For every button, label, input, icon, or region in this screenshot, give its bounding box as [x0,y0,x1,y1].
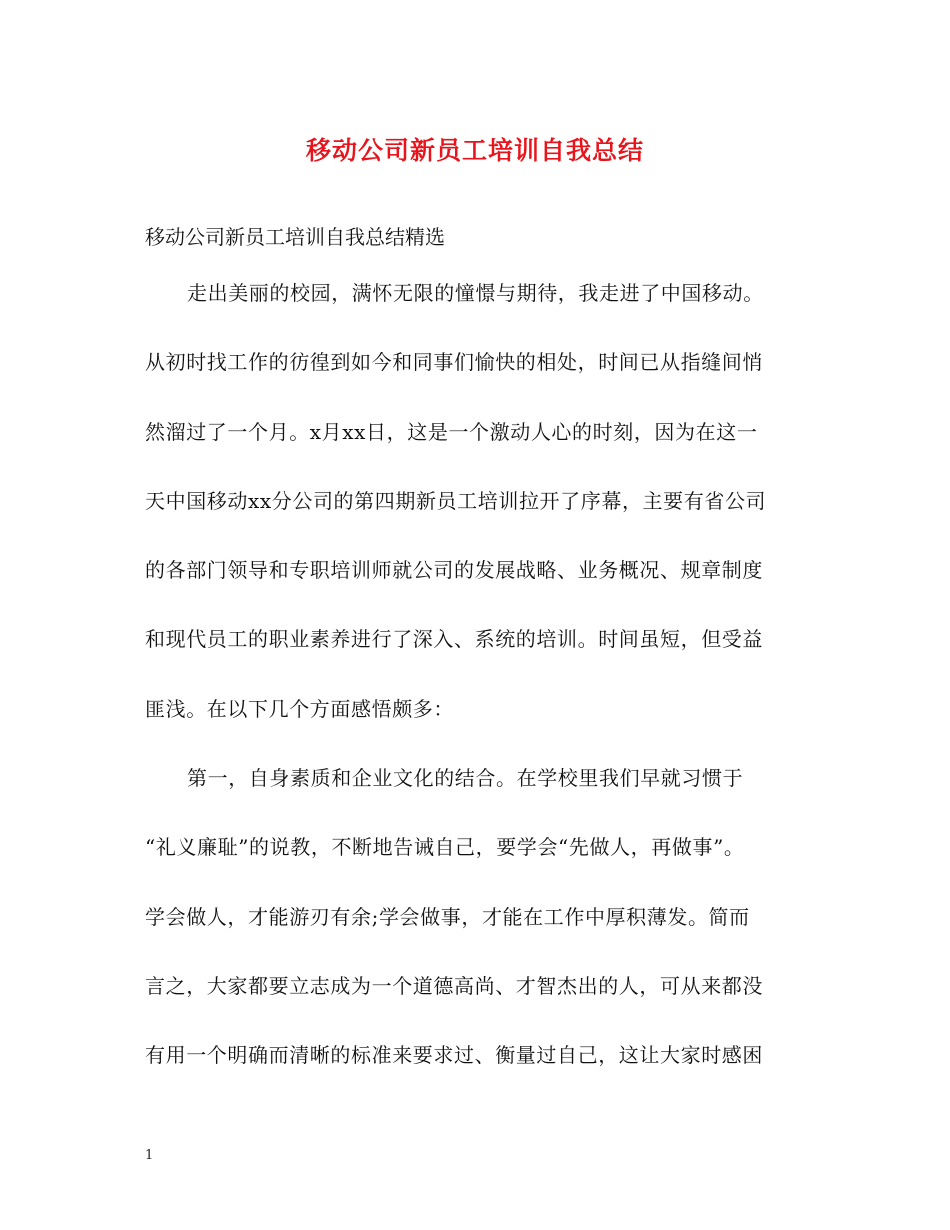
paragraph-2-line-3: 学会做人，才能游刃有余;学会做事，才能在工作中厚积薄发。简而 [145,904,750,929]
paragraph-2-line-2: “礼义廉耻”的说教，不断地告诫自己，要学会“先做人，再做事”。 [145,835,745,860]
paragraph-1-line-6: 和现代员工的职业素养进行了深入、系统的培训。时间虽短，但受益 [145,627,763,652]
paragraph-2-line-4: 言之，大家都要立志成为一个道德高尚、才智杰出的人，可从来都没 [145,973,763,998]
paragraph-2-line-5: 有用一个明确而清晰的标准来要求过、衡量过自己，这让大家时感困 [145,1043,763,1068]
document-body [145,278,815,1110]
paragraph-1-line-5: 的各部门领导和专职培训师就公司的发展战略、业务概况、规章制度 [145,558,763,583]
document-subtitle: 移动公司新员工培训自我总结精选 [145,225,445,249]
document-title: 移动公司新员工培训自我总结 [305,136,644,165]
paragraph-1-line-7: 匪浅。在以下几个方面感悟颇多： [145,696,454,721]
page-number: 1 [145,1148,154,1163]
paragraph-1-line-2: 从初时找工作的彷徨到如今和同事们愉快的相处，时间已从指缝间悄 [145,350,763,375]
paragraph-1-line-3: 然溜过了一个月。x月xx日，这是一个激动人心的时刻，因为在这一 [145,419,758,444]
paragraph-1-line-4: 天中国移动xx分公司的第四期新员工培训拉开了序幕，主要有省公司 [145,488,767,513]
paragraph-1-line-1: 走出美丽的校园，满怀无限的憧憬与期待，我走进了中国移动。 [187,281,764,305]
paragraph-2-line-1: 第一，自身素质和企业文化的结合。在学校里我们早就习惯于 [187,766,744,791]
